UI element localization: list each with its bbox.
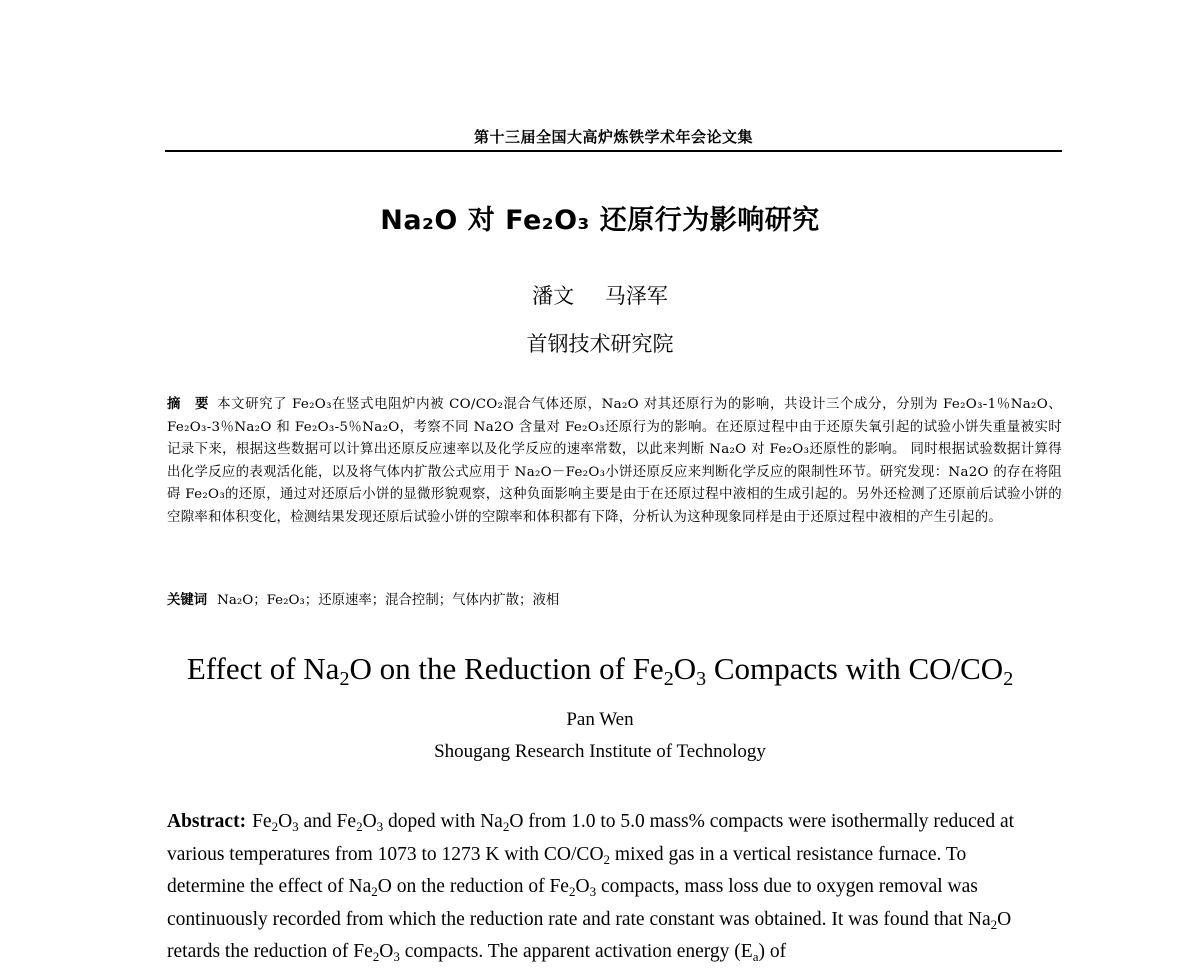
header-rule [165,150,1062,152]
running-header: 第十三届全国大高炉炼铁学术年会论文集 [473,128,753,146]
cn-institution: 首钢技术研究院 [526,332,674,356]
cn-abstract-label: 摘 要 [167,397,210,412]
en-abstract: Abstract: $Fe_2O_3$ and $Fe_2O_3$ doped with $Na_2O$ from 1.0 to 5.0 mass% compacts were isothermally reduced at various temperatures from 1073 to 1273 K with $CO/CO_2$ mixed gas in a vertical resistance furnace. To determine the effect of $Na_2O$ on the reduction of $Fe_2O_3$ compacts, mass loss due to oxygen removal was continuously recorded from which the reduction rate and rate constant was obtained. It was found that $Na_2O$ retards the reduction of $Fe_2O_3$ compacts. The apparent activation energy $(E_a)$ of [167,811,1015,965]
cn-keywords-label: 关键词 [167,593,208,608]
cn-authors [0,280,1200,310]
en-title: Effect of $Na_2O$ on the Reduction of $Fe_2O_3$ Compacts with $CO/CO_2$ [186,651,1014,690]
en-author: Pan Wen [566,709,634,730]
cn-keywords [167,589,1062,613]
cn-title: Na₂O 对 Fe₂O₃ 还原行为影响研究 [380,205,820,236]
en-abstract-label: Abstract: [167,811,247,832]
cn-keywords-text: Na₂O；Fe₂O₃；还原速率；混合控制；气体内扩散；液相 [217,593,560,608]
cn-abstract [167,394,1062,530]
cn-author-2: 马泽军 [604,284,668,308]
en-institution: Shougang Research Institute of Technology [434,741,766,762]
cn-author-1: 潘文 [532,284,575,308]
cn-abstract-text: 本文研究了 Fe₂O₃在竖式电阻炉内被 CO/CO₂混合气体还原，Na₂O 对其还原行为的影响，共设计三个成分，分别为 Fe₂O₃-1％Na₂O、Fe₂O₃-3％Na₂O 和 Fe₂O₃-5％Na₂O，考察不同 Na2O 含量对 Fe₂O₃还原行为的影响。在还原过程中由于还原失氧引起的试验小饼失重量被实时记录下来，根据这些数据可以计算出还原反应速率以及化学反应的速率常数，以此来判断 Na₂O 对 Fe₂O₃还原性的影响。 同时根据试验数据计算得出化学反应的表观活化能，以及将气体内扩散公式应用于 Na₂O－Fe₂O₃小饼还原反应来判断化学反应的限制性环节。研究发现：Na2O 的存在将阻碍 Fe₂O₃的还原，通过对还原后小饼的显微形貌观察，这种负面影响主要是由于在还原过程中液相的生成引起的。另外还检测了还原前后试验小饼的空隙率和体积变化，检测结果发现还原后试验小饼的空隙率和体积都有下降，分析认为这种现象同样是由于还原过程中液相的产生引起的。 [167,397,1062,525]
